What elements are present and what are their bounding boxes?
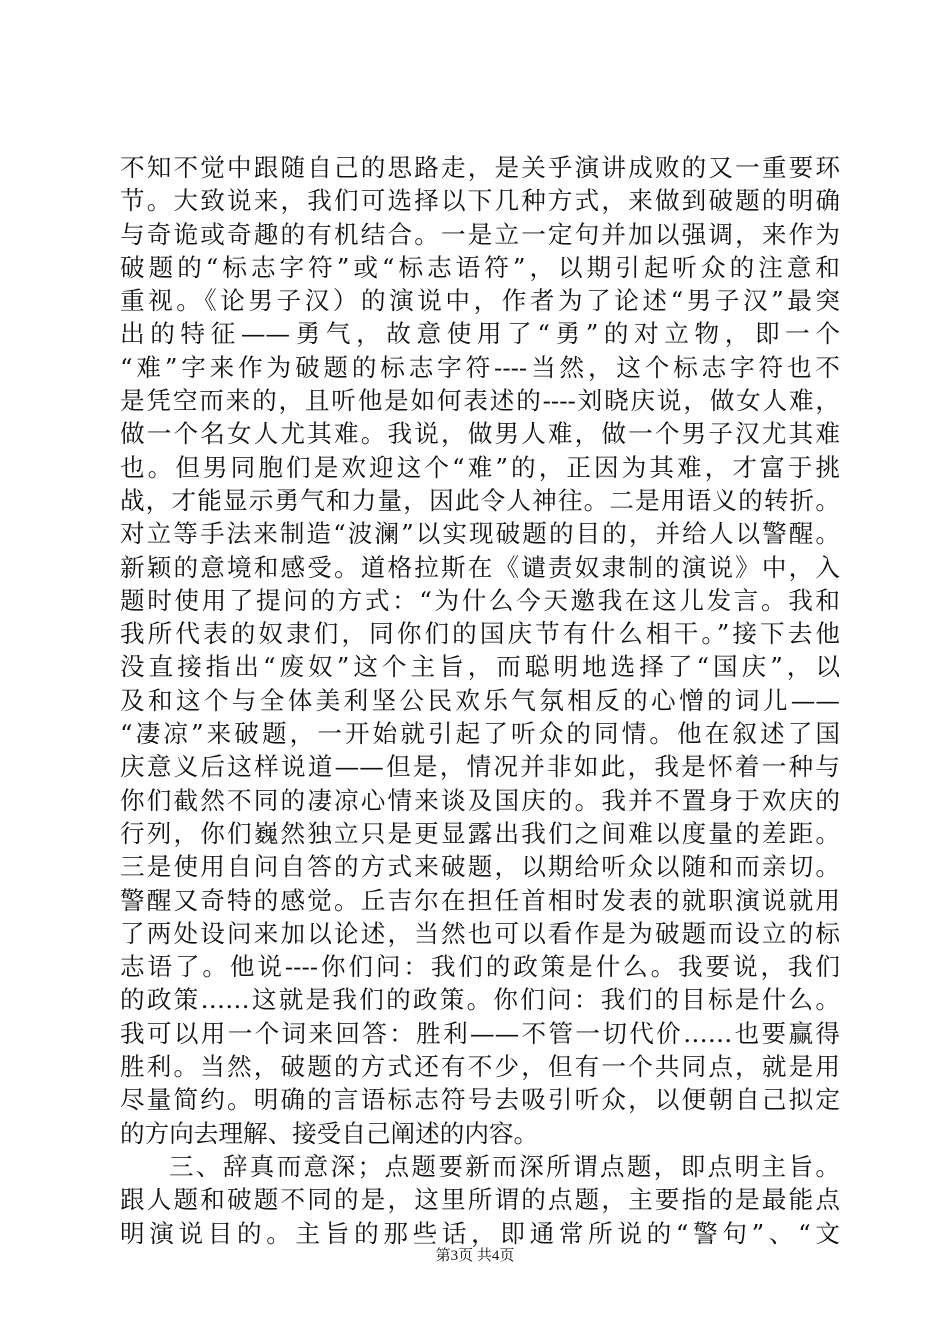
- text-line: 与奇诡或奇趣的有机结合。一是立一定句并加以强调，来作为: [120, 219, 840, 249]
- text-line: 我可以用一个词来回答：胜利——不管一切代价……也要赢得: [120, 1018, 840, 1048]
- text-line: 行列，你们巍然独立只是更显露出我们之间难以度量的差距。: [120, 818, 840, 848]
- paragraph-end-line: 的方向去理解、接受自己阐述的内容。: [120, 1118, 539, 1148]
- text-line: “凄凉”来破题，一开始就引起了听众的同情。他在叙述了国: [120, 719, 840, 749]
- text-line: 跟人题和破题不同的是，这里所谓的点题，主要指的是最能点: [120, 1185, 840, 1215]
- text-line: 是凭空而来的，且听他是如何表述的----刘晓庆说，做女人难，: [120, 386, 840, 416]
- text-line: 庆意义后这样说道——但是，情况并非如此，我是怀着一种与: [120, 752, 840, 782]
- text-line: 重视。《论男子汉）的演说中，作者为了论述“男子汉”最突: [120, 286, 840, 316]
- page-number-footer: 第3页 共4页: [435, 1248, 515, 1264]
- text-line: 没直接指出“废奴”这个主旨，而聪明地选择了“国庆”，以: [120, 652, 840, 682]
- text-line: 破题的“标志字符”或“标志语符”，以期引起听众的注意和: [120, 252, 840, 282]
- text-line: 做一个名女人尤其难。我说，做男人难，做一个男子汉尤其难: [120, 419, 840, 449]
- text-line: 警醒又奇特的感觉。丘吉尔在担任首相时发表的就职演说就用: [120, 885, 840, 915]
- text-line: 志语了。他说----你们问：我们的政策是什么。我要说，我们: [120, 952, 840, 982]
- text-line: 也。但男同胞们是欢迎这个“难”的，正因为其难，才富于挑: [120, 452, 840, 482]
- text-line: 我所代表的奴隶们，同你们的国庆节有什么相干。”接下去他: [120, 619, 840, 649]
- text-line: 明演说目的。主旨的那些话，即通常所说的“警句”、“文: [120, 1218, 840, 1248]
- body-text: [120, 151, 840, 1250]
- text-line: 题时使用了提问的方式：“为什么今天邀我在这儿发言。我和: [120, 585, 840, 615]
- text-line: 新颖的意境和感受。道格拉斯在《谴责奴隶制的演说》中，入: [120, 552, 840, 582]
- text-line: 尽量简约。明确的言语标志符号去吸引听众，以便朝自己拟定: [120, 1085, 840, 1115]
- text-line: 战，才能显示勇气和力量，因此令人神往。二是用语义的转折。: [120, 485, 840, 515]
- section-heading-line: 三、辞真而意深；点题要新而深所谓点题，即点明主旨。: [169, 1151, 840, 1181]
- text-line: 胜利。当然，破题的方式还有不少，但有一个共同点，就是用: [120, 1052, 840, 1082]
- text-line: 对立等手法来制造“波澜”以实现破题的目的，并给人以警醒。: [120, 519, 840, 549]
- text-line: 了两处设问来加以论述，当然也可以看作是为破题而设立的标: [120, 918, 840, 948]
- text-line: “难”字来作为破题的标志字符----当然，这个标志字符也不: [120, 352, 840, 382]
- text-line: 不知不觉中跟随自己的思路走，是关乎演讲成败的又一重要环: [120, 153, 840, 182]
- text-line: 你们截然不同的凄凉心情来谈及国庆的。我并不置身于欢庆的: [120, 785, 840, 815]
- text-line: 出的特征——勇气，故意使用了“勇”的对立物，即一个: [120, 319, 840, 349]
- text-line: 节。大致说来，我们可选择以下几种方式，来做到破题的明确: [120, 186, 840, 216]
- text-line: 的政策……这就是我们的政策。你们问：我们的目标是什么。: [120, 985, 840, 1015]
- text-line: 及和这个与全体美利坚公民欢乐气氛相反的心憎的词儿——: [120, 685, 840, 715]
- text-line: 三是使用自问自答的方式来破题，以期给听众以随和而亲切。: [120, 852, 840, 882]
